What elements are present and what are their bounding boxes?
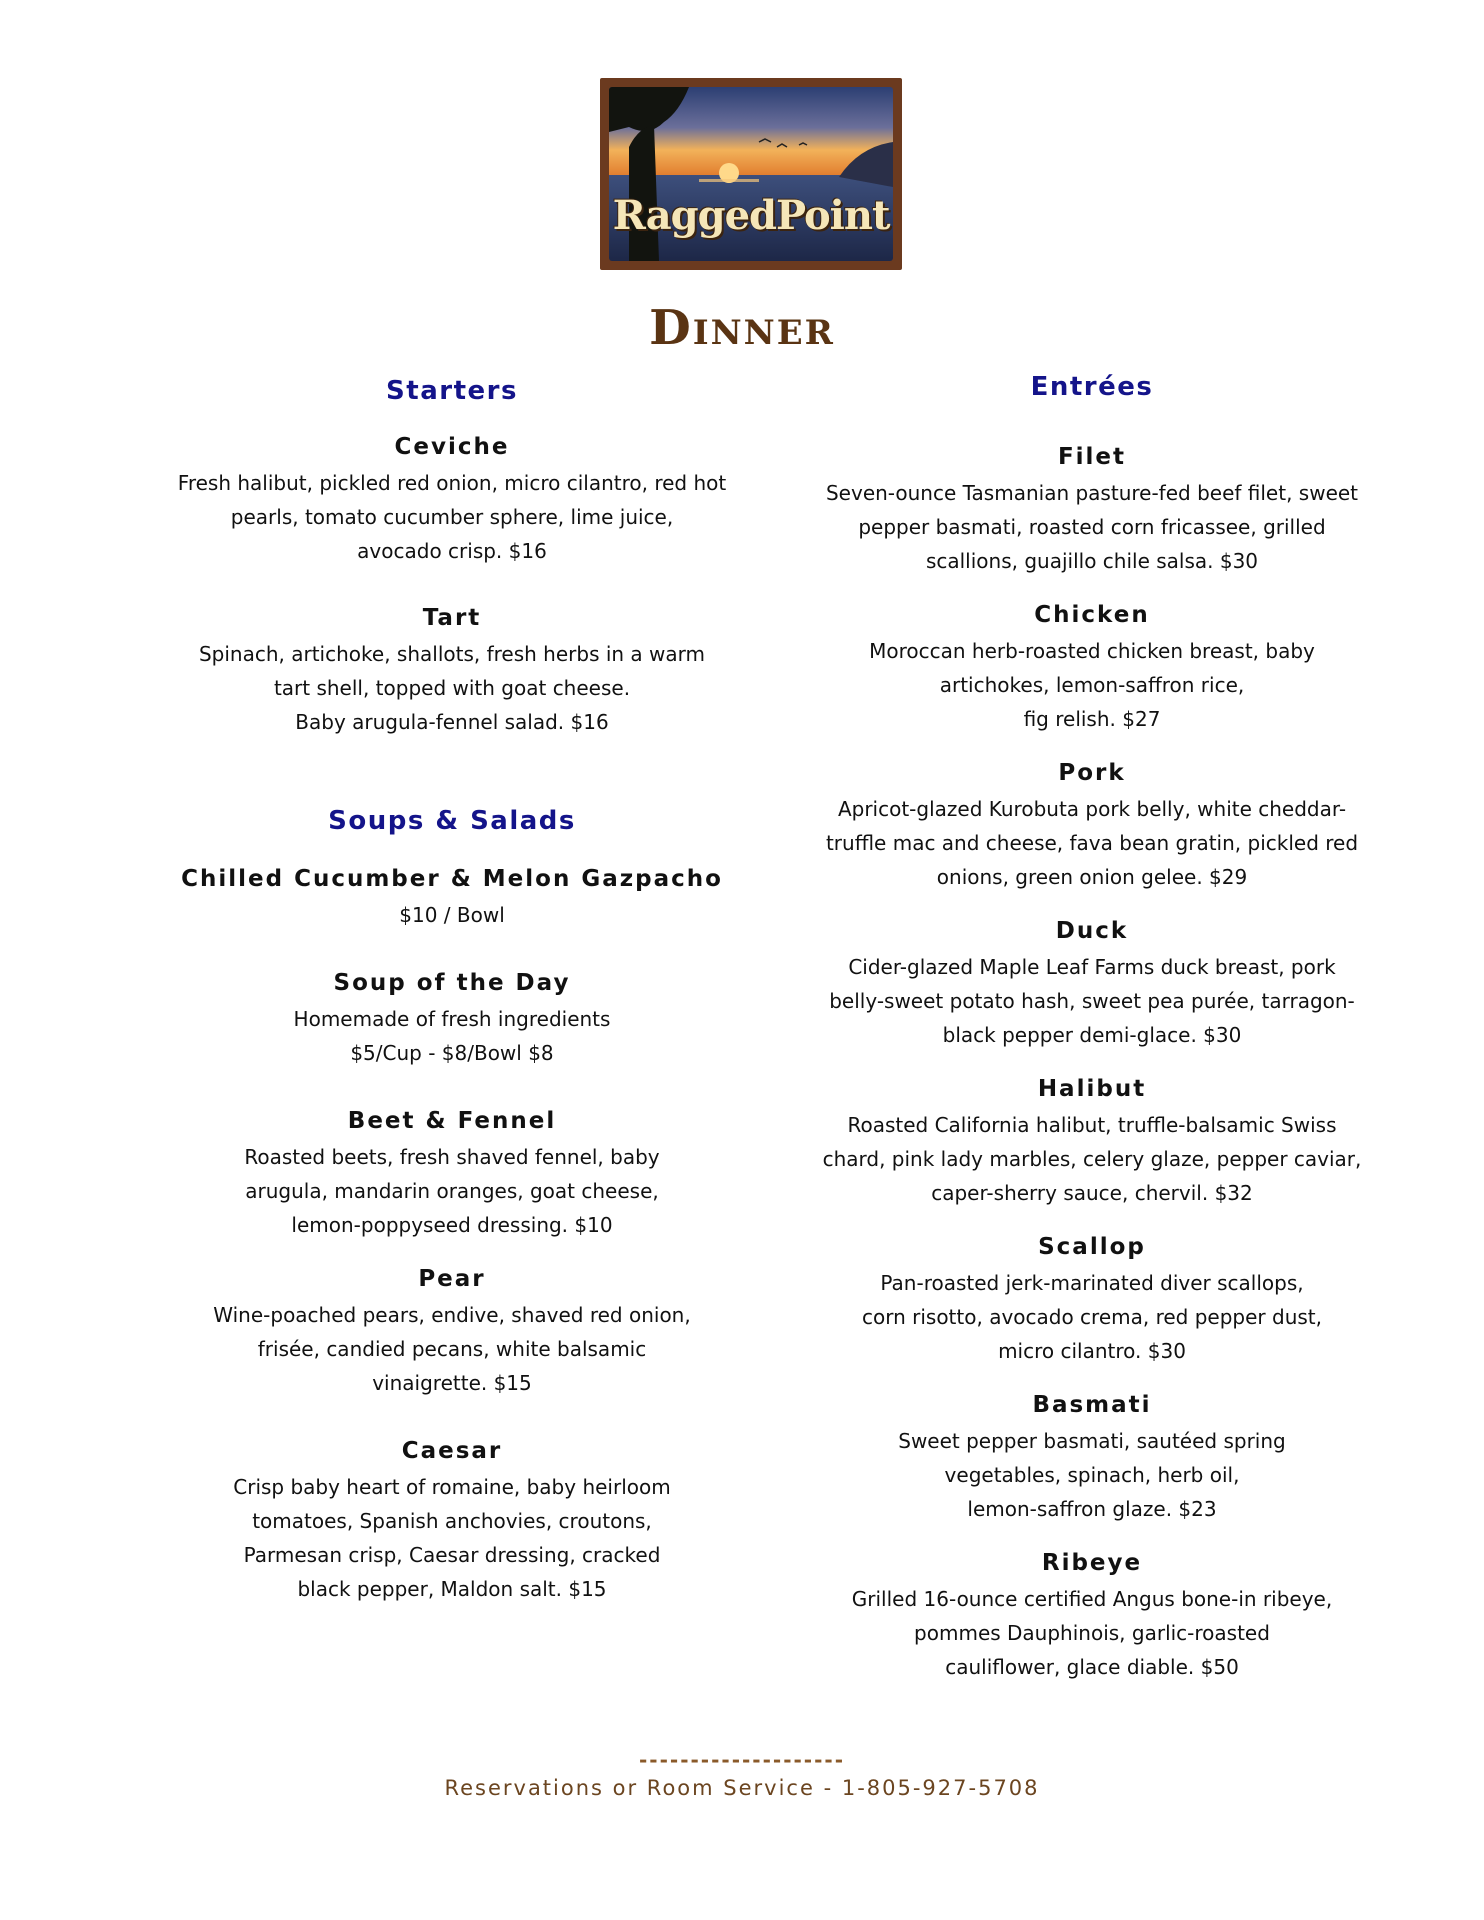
menu-item-scallop: [812, 1232, 1372, 1368]
logo-text: RaggedPoint: [612, 192, 890, 239]
item-name: Pork: [1058, 760, 1126, 786]
menu-item-pork: [812, 758, 1372, 894]
item-name: Halibut: [1037, 1076, 1147, 1102]
item-name: Soup of the Day: [333, 970, 571, 996]
menu-item-chicken: [812, 600, 1372, 736]
menu-item-beet-fennel: [168, 1106, 736, 1242]
page-title: Dinner: [649, 300, 835, 356]
menu-item-halibut: [812, 1074, 1372, 1210]
right-column: [812, 0, 1372, 1920]
item-description: Crisp baby heart of romaine, baby heirloom tomatoes, Spanish anchovies, croutons, Parmesan crisp, Caesar dressing, cracked black pepper, Maldon salt. $15: [233, 1475, 671, 1601]
section-heading-entrees: Entrées: [1030, 372, 1154, 402]
footer-divider: --------------------: [638, 1748, 845, 1772]
item-name: Ceviche: [394, 434, 510, 460]
reservations-phone: Reservations or Room Service - 1-805-927-5708: [444, 1776, 1040, 1800]
item-description: Wine-poached pears, endive, shaved red onion, frisée, candied pecans, white balsamic vinaigrette. $15: [213, 1303, 691, 1395]
item-description: Fresh halibut, pickled red onion, micro cilantro, red hot pearls, tomato cucumber sphere, lime juice, avocado crisp. $16: [177, 471, 727, 563]
left-column: [168, 0, 736, 1920]
item-name: Chicken: [1034, 602, 1150, 628]
item-name: Beet & Fennel: [347, 1108, 557, 1134]
section-heading-soups-salads: Soups & Salads: [328, 806, 576, 836]
item-name: Basmati: [1032, 1392, 1152, 1418]
item-name: Caesar: [401, 1438, 503, 1464]
item-description: Cider-glazed Maple Leaf Farms duck breast, pork belly-sweet potato hash, sweet pea purée, tarragon- black pepper demi-glace. $30: [829, 955, 1355, 1047]
item-description: $10 / Bowl: [399, 903, 505, 927]
item-description: Spinach, artichoke, shallots, fresh herbs in a warm tart shell, topped with goat cheese. Baby arugula-fennel salad. $16: [198, 642, 706, 734]
item-description: Grilled 16-ounce certified Angus bone-in ribeye, pommes Dauphinois, garlic-roasted cauliflower, glace diable. $50: [851, 1587, 1333, 1679]
item-name: Scallop: [1038, 1234, 1146, 1260]
menu-item-tart: [168, 603, 736, 739]
menu-item-gazpacho: [168, 864, 736, 932]
item-description: Seven-ounce Tasmanian pasture-fed beef filet, sweet pepper basmati, roasted corn fricassee, grilled scallions, guajillo chile salsa. $30: [825, 481, 1359, 573]
menu-item-ceviche: [168, 432, 736, 568]
menu-item-basmati: [812, 1390, 1372, 1526]
item-name: Pear: [418, 1266, 486, 1292]
item-description: Roasted beets, fresh shaved fennel, baby arugula, mandarin oranges, goat cheese, lemon-poppyseed dressing. $10: [244, 1145, 660, 1237]
item-name: Filet: [1057, 444, 1127, 470]
item-name: Chilled Cucumber & Melon Gazpacho: [181, 866, 723, 892]
menu-item-duck: [812, 916, 1372, 1052]
item-name: Ribeye: [1041, 1550, 1143, 1576]
menu-item-ribeye: [812, 1548, 1372, 1684]
item-name: Duck: [1055, 918, 1129, 944]
menu-item-caesar: [168, 1436, 736, 1606]
section-heading-starters: Starters: [386, 376, 518, 406]
menu-item-filet: [812, 442, 1372, 578]
menu-item-soup-of-the-day: [168, 968, 736, 1070]
item-name: Tart: [422, 605, 482, 631]
item-description: Pan-roasted jerk-marinated diver scallops, corn risotto, avocado crema, red pepper dust, micro cilantro. $30: [861, 1271, 1323, 1363]
item-description: Roasted California halibut, truffle-balsamic Swiss chard, pink lady marbles, celery glaze, pepper caviar, caper-sherry sauce, chervil. $32: [822, 1113, 1362, 1205]
item-description: Apricot-glazed Kurobuta pork belly, white cheddar- truffle mac and cheese, fava bean gratin, pickled red onions, green onion gelee. $29: [825, 797, 1359, 889]
item-description: Sweet pepper basmati, sautéed spring vegetables, spinach, herb oil, lemon-saffron glaze. $23: [898, 1429, 1286, 1521]
item-description: Homemade of fresh ingredients $5/Cup - $8/Bowl $8: [293, 1007, 611, 1065]
menu-item-pear: [168, 1264, 736, 1400]
item-description: Moroccan herb-roasted chicken breast, baby artichokes, lemon-saffron rice, fig relish. $27: [869, 639, 1315, 731]
